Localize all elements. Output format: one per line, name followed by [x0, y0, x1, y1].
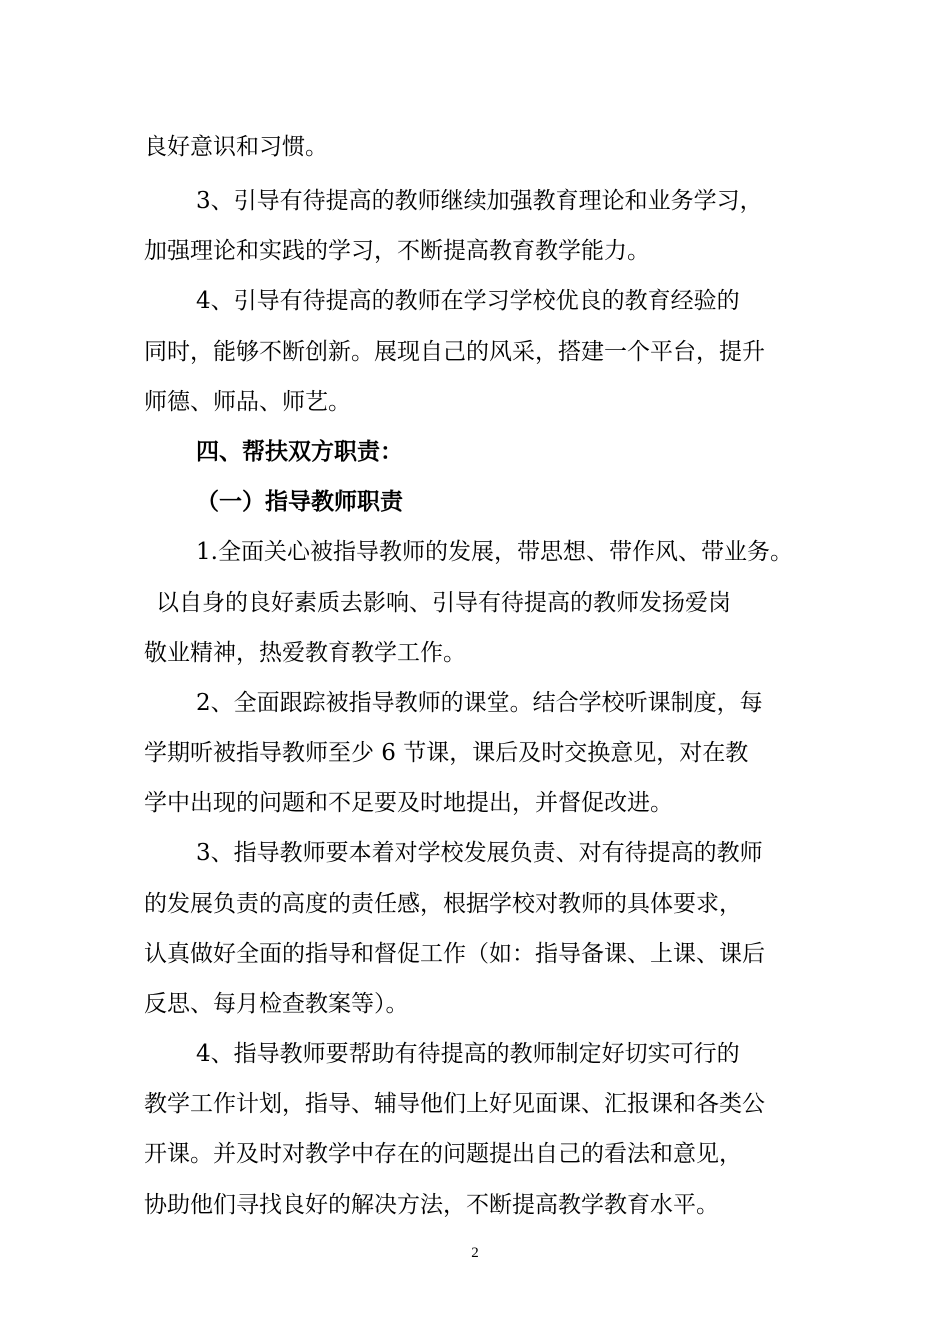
text-line: 以自身的良好素质去影响、引导有待提高的教师发扬爱岗 [156, 590, 731, 616]
text-line: 的发展负责的高度的责任感，根据学校对教师的具体要求， [144, 891, 742, 917]
text-line: 3、引导有待提高的教师继续加强教育理论和业务学习， [196, 188, 763, 214]
text-line: 敬业精神，热爱教育教学工作。 [144, 640, 466, 666]
text-line: 同时，能够不断创新。展现自己的风采，搭建一个平台，提升 [144, 339, 765, 365]
text-line: 师德、师品、师艺。 [144, 389, 351, 415]
text-line: 学期听被指导教师至少 6 节课，课后及时交换意见，对在教 [144, 740, 749, 766]
text-line: 教学工作计划，指导、辅导他们上好见面课、汇报课和各类公 [144, 1091, 765, 1117]
text-line: 1.全面关心被指导教师的发展，带思想、带作风、带业务。 [196, 539, 793, 565]
text-line: 协助他们寻找良好的解决方法，不断提高教学教育水平。 [144, 1192, 719, 1218]
text-line: 开课。并及时对教学中存在的问题提出自己的看法和意见， [144, 1141, 742, 1167]
text-line: 4、引导有待提高的教师在学习学校优良的教育经验的 [196, 288, 740, 314]
text-line: 反思、每月检查教案等）。 [144, 991, 409, 1017]
text-line: 良好意识和习惯。 [144, 134, 328, 160]
text-line: 学中出现的问题和不足要及时地提出，并督促改进。 [144, 790, 673, 816]
section-heading: 四、帮扶双方职责： [196, 439, 403, 465]
subsection-heading: （一）指导教师职责 [196, 489, 403, 515]
page-number: 2 [471, 1245, 479, 1261]
text-line: 2、全面跟踪被指导教师的课堂。结合学校听课制度，每 [196, 690, 763, 716]
text-line: 加强理论和实践的学习，不断提高教育教学能力。 [144, 238, 650, 264]
text-line: 4、指导教师要帮助有待提高的教师制定好切实可行的 [196, 1041, 740, 1067]
text-line: 认真做好全面的指导和督促工作（如：指导备课、上课、课后 [144, 941, 765, 967]
text-line: 3、指导教师要本着对学校发展负责、对有待提高的教师 [196, 840, 763, 866]
